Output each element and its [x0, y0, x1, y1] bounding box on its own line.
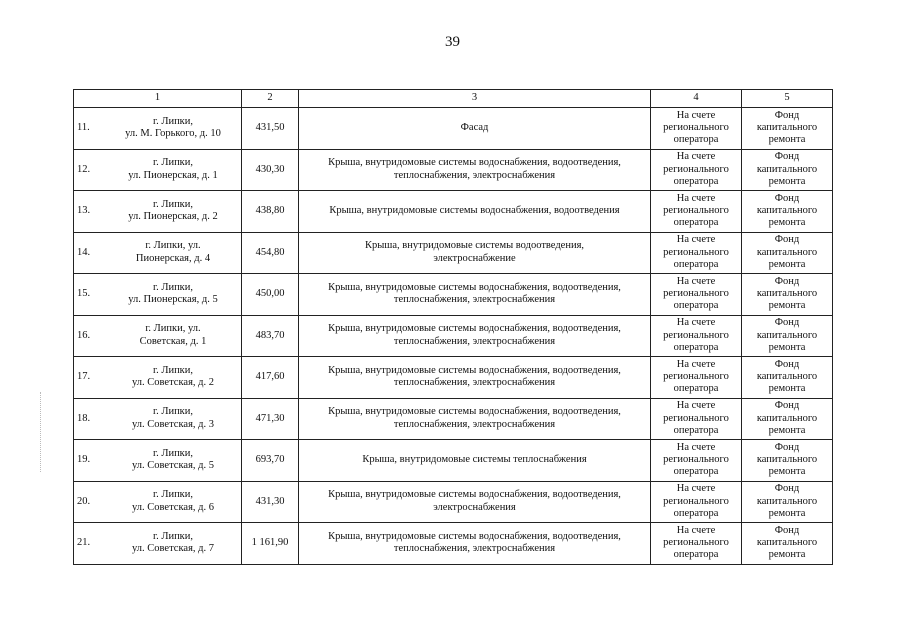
fund-line: ремонта [768, 175, 806, 187]
area-cell [242, 440, 299, 482]
area-value: 430,30 [255, 163, 285, 175]
account-cell [651, 440, 742, 482]
address-line: ул. М. Горького, д. 10 [125, 128, 221, 140]
fund-line: Фонд [774, 151, 800, 163]
fund-line: Фонд [774, 400, 800, 412]
area-cell [242, 108, 299, 150]
area-value: 431,30 [255, 495, 285, 507]
fund-line: ремонта [768, 258, 806, 270]
fund-cell [742, 357, 833, 399]
address-text [113, 116, 233, 141]
area-value: 483,70 [255, 329, 285, 341]
row-number: 16. [77, 329, 91, 341]
account-line: оператора [673, 466, 719, 478]
table-row [74, 108, 833, 150]
account-line: На счете [676, 400, 716, 412]
fund-cell [742, 232, 833, 274]
fund-line: капитального [756, 537, 818, 549]
account-cell [651, 481, 742, 523]
row-number: 15. [77, 288, 91, 300]
account-line: регионального [663, 454, 729, 466]
row-number: 18. [77, 412, 91, 424]
row-number: 21. [77, 537, 91, 549]
area-cell [242, 398, 299, 440]
works-cell [299, 398, 651, 440]
works-line: Крыша, внутридомовые системы водоснабжения, водоотведения, [328, 281, 621, 293]
address-cell [74, 108, 242, 150]
area-cell [242, 523, 299, 565]
address-line: ул. Советская, д. 3 [132, 418, 214, 430]
area-cell [242, 357, 299, 399]
address-text [113, 157, 233, 182]
account-line: оператора [673, 175, 719, 187]
address-line: ул. Пионерская, д. 5 [128, 294, 218, 306]
works-line: Фасад [460, 122, 489, 134]
fund-line: капитального [756, 205, 818, 217]
account-cell [651, 523, 742, 565]
fund-cell [742, 481, 833, 523]
area-value: 438,80 [255, 205, 285, 217]
fund-line: капитального [756, 246, 818, 258]
works-line: электроснабжение [433, 252, 516, 264]
works-line: теплоснабжения, электроснабжения [393, 335, 556, 347]
works-line: теплоснабжения, электроснабжения [393, 169, 556, 181]
account-line: оператора [673, 217, 719, 229]
account-line: регионального [663, 371, 729, 383]
area-value: 454,80 [255, 246, 285, 258]
table-row [74, 315, 833, 357]
address-cell [74, 523, 242, 565]
fund-cell [742, 315, 833, 357]
account-line: оператора [673, 424, 719, 436]
address-cell [74, 191, 242, 233]
table-row [74, 398, 833, 440]
fund-line: ремонта [768, 300, 806, 312]
account-line: оператора [673, 134, 719, 146]
account-line: оператора [673, 300, 719, 312]
table-row [74, 191, 833, 233]
column-number-row [74, 90, 833, 108]
fund-line: капитального [756, 329, 818, 341]
column-header-2: 2 [242, 90, 299, 108]
address-line: г. Липки, ул. [145, 323, 201, 335]
account-line: регионального [663, 205, 729, 217]
account-cell [651, 108, 742, 150]
works-line: Крыша, внутридомовые системы теплоснабжения [362, 454, 587, 466]
table-row [74, 523, 833, 565]
account-line: На счете [676, 358, 716, 370]
address-line: г. Липки, ул. [145, 240, 201, 252]
account-line: На счете [676, 109, 716, 121]
fund-line: ремонта [768, 549, 806, 561]
account-cell [651, 191, 742, 233]
fund-line: ремонта [768, 341, 806, 353]
account-line: регионального [663, 537, 729, 549]
fund-cell [742, 523, 833, 565]
fund-line: капитального [756, 122, 818, 134]
fund-line: Фонд [774, 441, 800, 453]
works-line: теплоснабжения, электроснабжения [393, 294, 556, 306]
account-line: регионального [663, 495, 729, 507]
works-line: электроснабжения [433, 501, 516, 513]
works-line: теплоснабжения, электроснабжения [393, 543, 556, 555]
account-cell [651, 357, 742, 399]
fund-line: Фонд [774, 192, 800, 204]
column-header-4: 4 [651, 90, 742, 108]
area-value: 417,60 [255, 371, 285, 383]
address-line: г. Липки, [152, 447, 194, 459]
row-number: 13. [77, 205, 91, 217]
account-line: регионального [663, 122, 729, 134]
works-cell [299, 357, 651, 399]
address-line: ул. Пионерская, д. 2 [128, 211, 218, 223]
works-line: теплоснабжения, электроснабжения [393, 377, 556, 389]
fund-line: капитального [756, 412, 818, 424]
area-cell [242, 191, 299, 233]
address-text [113, 448, 233, 473]
address-line: ул. Пионерская, д. 1 [128, 169, 218, 181]
row-number: 20. [77, 495, 91, 507]
account-line: регионального [663, 412, 729, 424]
address-cell [74, 357, 242, 399]
account-line: На счете [676, 151, 716, 163]
account-line: оператора [673, 341, 719, 353]
fund-line: Фонд [774, 109, 800, 121]
account-line: оператора [673, 549, 719, 561]
fund-line: Фонд [774, 275, 800, 287]
account-line: На счете [676, 441, 716, 453]
address-line: г. Липки, [152, 115, 194, 127]
row-number: 17. [77, 371, 91, 383]
page-number: 39 [445, 34, 460, 50]
works-cell [299, 440, 651, 482]
fund-line: ремонта [768, 507, 806, 519]
scan-edge-mark [40, 392, 42, 472]
area-cell [242, 481, 299, 523]
address-text [113, 531, 233, 556]
account-line: оператора [673, 507, 719, 519]
column-header-1: 1 [74, 90, 242, 108]
area-value: 693,70 [255, 454, 285, 466]
fund-line: ремонта [768, 134, 806, 146]
area-value: 1 161,90 [251, 537, 289, 549]
table-row [74, 149, 833, 191]
account-cell [651, 274, 742, 316]
table-row [74, 232, 833, 274]
fund-line: капитального [756, 371, 818, 383]
row-number: 12. [77, 163, 91, 175]
account-line: На счете [676, 234, 716, 246]
address-cell [74, 274, 242, 316]
area-cell [242, 149, 299, 191]
account-line: регионального [663, 246, 729, 258]
address-cell [74, 440, 242, 482]
address-cell [74, 315, 242, 357]
address-text [113, 365, 233, 390]
account-line: На счете [676, 192, 716, 204]
address-line: г. Липки, [152, 281, 194, 293]
works-line: Крыша, внутридомовые системы водоснабжения, водоотведения [329, 205, 620, 217]
account-line: регионального [663, 288, 729, 300]
address-line: г. Липки, [152, 157, 194, 169]
address-line: Пионерская, д. 4 [135, 252, 211, 264]
works-line: Крыша, внутридомовые системы водоснабжения, водоотведения, [328, 364, 621, 376]
table-row [74, 481, 833, 523]
address-cell [74, 398, 242, 440]
address-line: ул. Советская, д. 2 [132, 377, 214, 389]
works-line: Крыша, внутридомовые системы водоснабжения, водоотведения, [328, 489, 621, 501]
table-row [74, 357, 833, 399]
fund-line: Фонд [774, 234, 800, 246]
account-line: регионального [663, 329, 729, 341]
works-line: Крыша, внутридомовые системы водоснабжения, водоотведения, [328, 530, 621, 542]
fund-cell [742, 440, 833, 482]
account-cell [651, 315, 742, 357]
works-cell [299, 523, 651, 565]
works-cell [299, 149, 651, 191]
fund-cell [742, 274, 833, 316]
works-line: Крыша, внутридомовые системы водоснабжения, водоотведения, [328, 157, 621, 169]
row-number: 14. [77, 246, 91, 258]
works-cell [299, 274, 651, 316]
fund-line: Фонд [774, 483, 800, 495]
works-cell [299, 232, 651, 274]
account-line: На счете [676, 317, 716, 329]
works-cell [299, 481, 651, 523]
address-text [113, 489, 233, 514]
address-line: г. Липки, [152, 530, 194, 542]
column-header-5: 5 [742, 90, 833, 108]
account-line: регионального [663, 163, 729, 175]
address-cell [74, 149, 242, 191]
account-cell [651, 398, 742, 440]
address-text [113, 240, 233, 265]
area-cell [242, 315, 299, 357]
address-cell [74, 481, 242, 523]
account-cell [651, 232, 742, 274]
fund-line: ремонта [768, 466, 806, 478]
fund-line: капитального [756, 163, 818, 175]
column-header-3: 3 [299, 90, 651, 108]
address-line: ул. Советская, д. 7 [132, 543, 214, 555]
row-number: 11. [77, 122, 90, 134]
works-line: теплоснабжения, электроснабжения [393, 418, 556, 430]
address-text [113, 199, 233, 224]
address-text [113, 282, 233, 307]
address-line: г. Липки, [152, 406, 194, 418]
account-line: оператора [673, 383, 719, 395]
area-cell [242, 274, 299, 316]
row-number: 19. [77, 454, 91, 466]
repair-works-table [73, 89, 833, 565]
fund-line: капитального [756, 495, 818, 507]
works-cell [299, 315, 651, 357]
address-text [113, 323, 233, 348]
fund-line: Фонд [774, 317, 800, 329]
area-value: 431,50 [255, 122, 285, 134]
fund-line: капитального [756, 454, 818, 466]
address-cell [74, 232, 242, 274]
area-value: 450,00 [255, 288, 285, 300]
fund-cell [742, 149, 833, 191]
fund-line: капитального [756, 288, 818, 300]
address-text [113, 406, 233, 431]
works-cell [299, 191, 651, 233]
address-line: Советская, д. 1 [139, 335, 207, 347]
fund-line: ремонта [768, 424, 806, 436]
fund-cell [742, 398, 833, 440]
table-row [74, 440, 833, 482]
account-line: На счете [676, 524, 716, 536]
address-line: г. Липки, [152, 198, 194, 210]
table-row [74, 274, 833, 316]
account-line: На счете [676, 483, 716, 495]
works-cell [299, 108, 651, 150]
works-line: Крыша, внутридомовые системы водоснабжения, водоотведения, [328, 406, 621, 418]
fund-line: ремонта [768, 383, 806, 395]
area-cell [242, 232, 299, 274]
table-body [74, 108, 833, 565]
fund-line: Фонд [774, 524, 800, 536]
fund-line: ремонта [768, 217, 806, 229]
works-line: Крыша, внутридомовые системы водоотведения, [364, 240, 585, 252]
account-line: оператора [673, 258, 719, 270]
account-line: На счете [676, 275, 716, 287]
fund-cell [742, 191, 833, 233]
address-line: г. Липки, [152, 489, 194, 501]
area-value: 471,30 [255, 412, 285, 424]
address-line: г. Липки, [152, 364, 194, 376]
address-line: ул. Советская, д. 5 [132, 460, 214, 472]
fund-line: Фонд [774, 358, 800, 370]
address-line: ул. Советская, д. 6 [132, 501, 214, 513]
works-line: Крыша, внутридомовые системы водоснабжения, водоотведения, [328, 323, 621, 335]
account-cell [651, 149, 742, 191]
fund-cell [742, 108, 833, 150]
